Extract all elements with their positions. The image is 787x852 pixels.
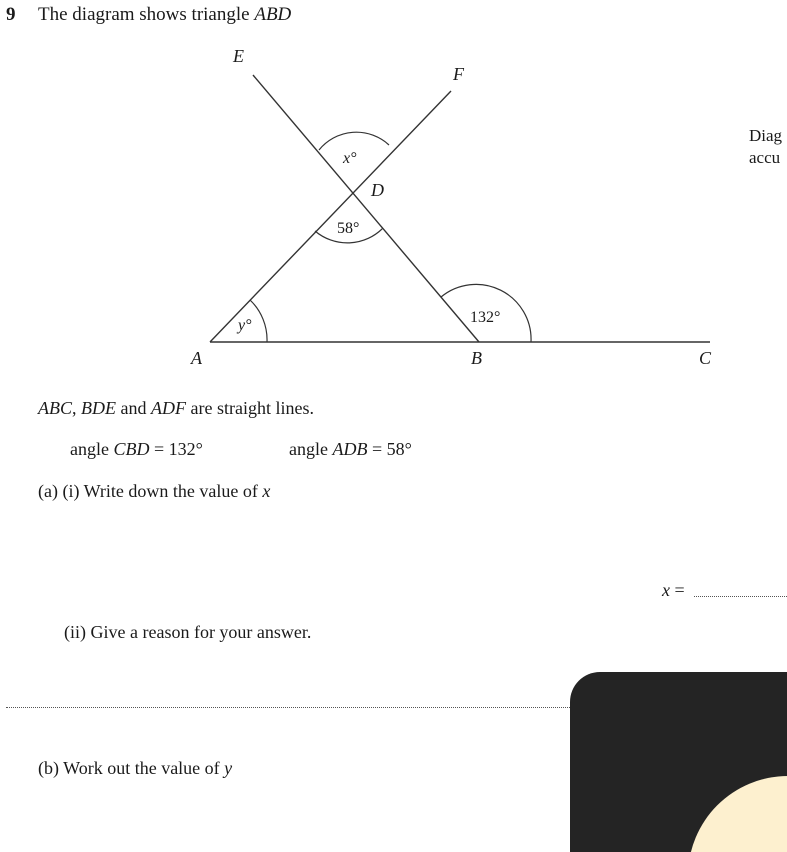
part-a-ii-prompt: (ii) Give a reason for your answer. bbox=[64, 622, 312, 642]
given-angle-adb bbox=[289, 439, 412, 460]
angle-cbd-name: CBD bbox=[113, 439, 150, 459]
angle-cbd-prefix: angle bbox=[70, 439, 114, 459]
question-number: 9 bbox=[6, 4, 16, 25]
part-a-i-var: x bbox=[262, 481, 271, 501]
answer-x-var: x bbox=[662, 580, 670, 600]
label-angle-x: x° bbox=[343, 150, 357, 167]
part-b-label: (b) Work out the value of bbox=[38, 758, 225, 778]
reason-answer-line[interactable] bbox=[6, 707, 570, 708]
point-label-e: E bbox=[233, 46, 244, 66]
point-label-d: D bbox=[371, 180, 384, 200]
overlay-panel bbox=[570, 672, 787, 852]
part-a-i-label: (a) (i) Write down the value of bbox=[38, 481, 263, 501]
point-label-b: B bbox=[471, 348, 482, 368]
straight-lines-statement bbox=[38, 398, 314, 419]
angle-cbd-value: = 132° bbox=[149, 439, 203, 459]
angle-adb-name: ADB bbox=[332, 439, 368, 459]
lines-tail: are straight lines. bbox=[186, 398, 314, 418]
line-name-adf: ADF bbox=[151, 398, 186, 418]
question-intro-triangle: ABD bbox=[254, 4, 292, 25]
line-adf bbox=[210, 91, 451, 342]
lines-separator-1: , bbox=[72, 398, 81, 418]
line-name-bde: BDE bbox=[81, 398, 116, 418]
point-label-f: F bbox=[453, 64, 464, 84]
question-intro-text: The diagram shows triangle bbox=[38, 4, 255, 25]
arc-angle-x bbox=[319, 132, 389, 150]
label-angle-58: 58° bbox=[337, 220, 360, 237]
overlay-circle bbox=[688, 776, 787, 852]
answer-x-eq: = bbox=[670, 580, 685, 600]
given-angle-cbd bbox=[70, 439, 203, 460]
triangle-diagram bbox=[0, 0, 787, 400]
diagram-note-line1: Diag bbox=[749, 126, 783, 145]
arc-angle-y bbox=[250, 300, 267, 342]
label-angle-132: 132° bbox=[470, 309, 501, 326]
part-a-i-prompt bbox=[38, 481, 270, 502]
line-bde bbox=[253, 75, 479, 342]
part-b-prompt bbox=[38, 758, 232, 779]
point-label-a: A bbox=[191, 348, 202, 368]
label-angle-y: y° bbox=[238, 317, 252, 334]
diagram-note-line2: accu bbox=[749, 148, 781, 167]
point-label-c: C bbox=[699, 348, 712, 368]
answer-x-field[interactable] bbox=[694, 596, 787, 597]
line-name-abc: ABC bbox=[38, 398, 72, 418]
angle-adb-prefix: angle bbox=[289, 439, 333, 459]
part-b-var: y bbox=[224, 758, 233, 778]
answer-x-label bbox=[662, 580, 685, 601]
angle-adb-value: = 58° bbox=[367, 439, 412, 459]
lines-separator-2: and bbox=[116, 398, 151, 418]
